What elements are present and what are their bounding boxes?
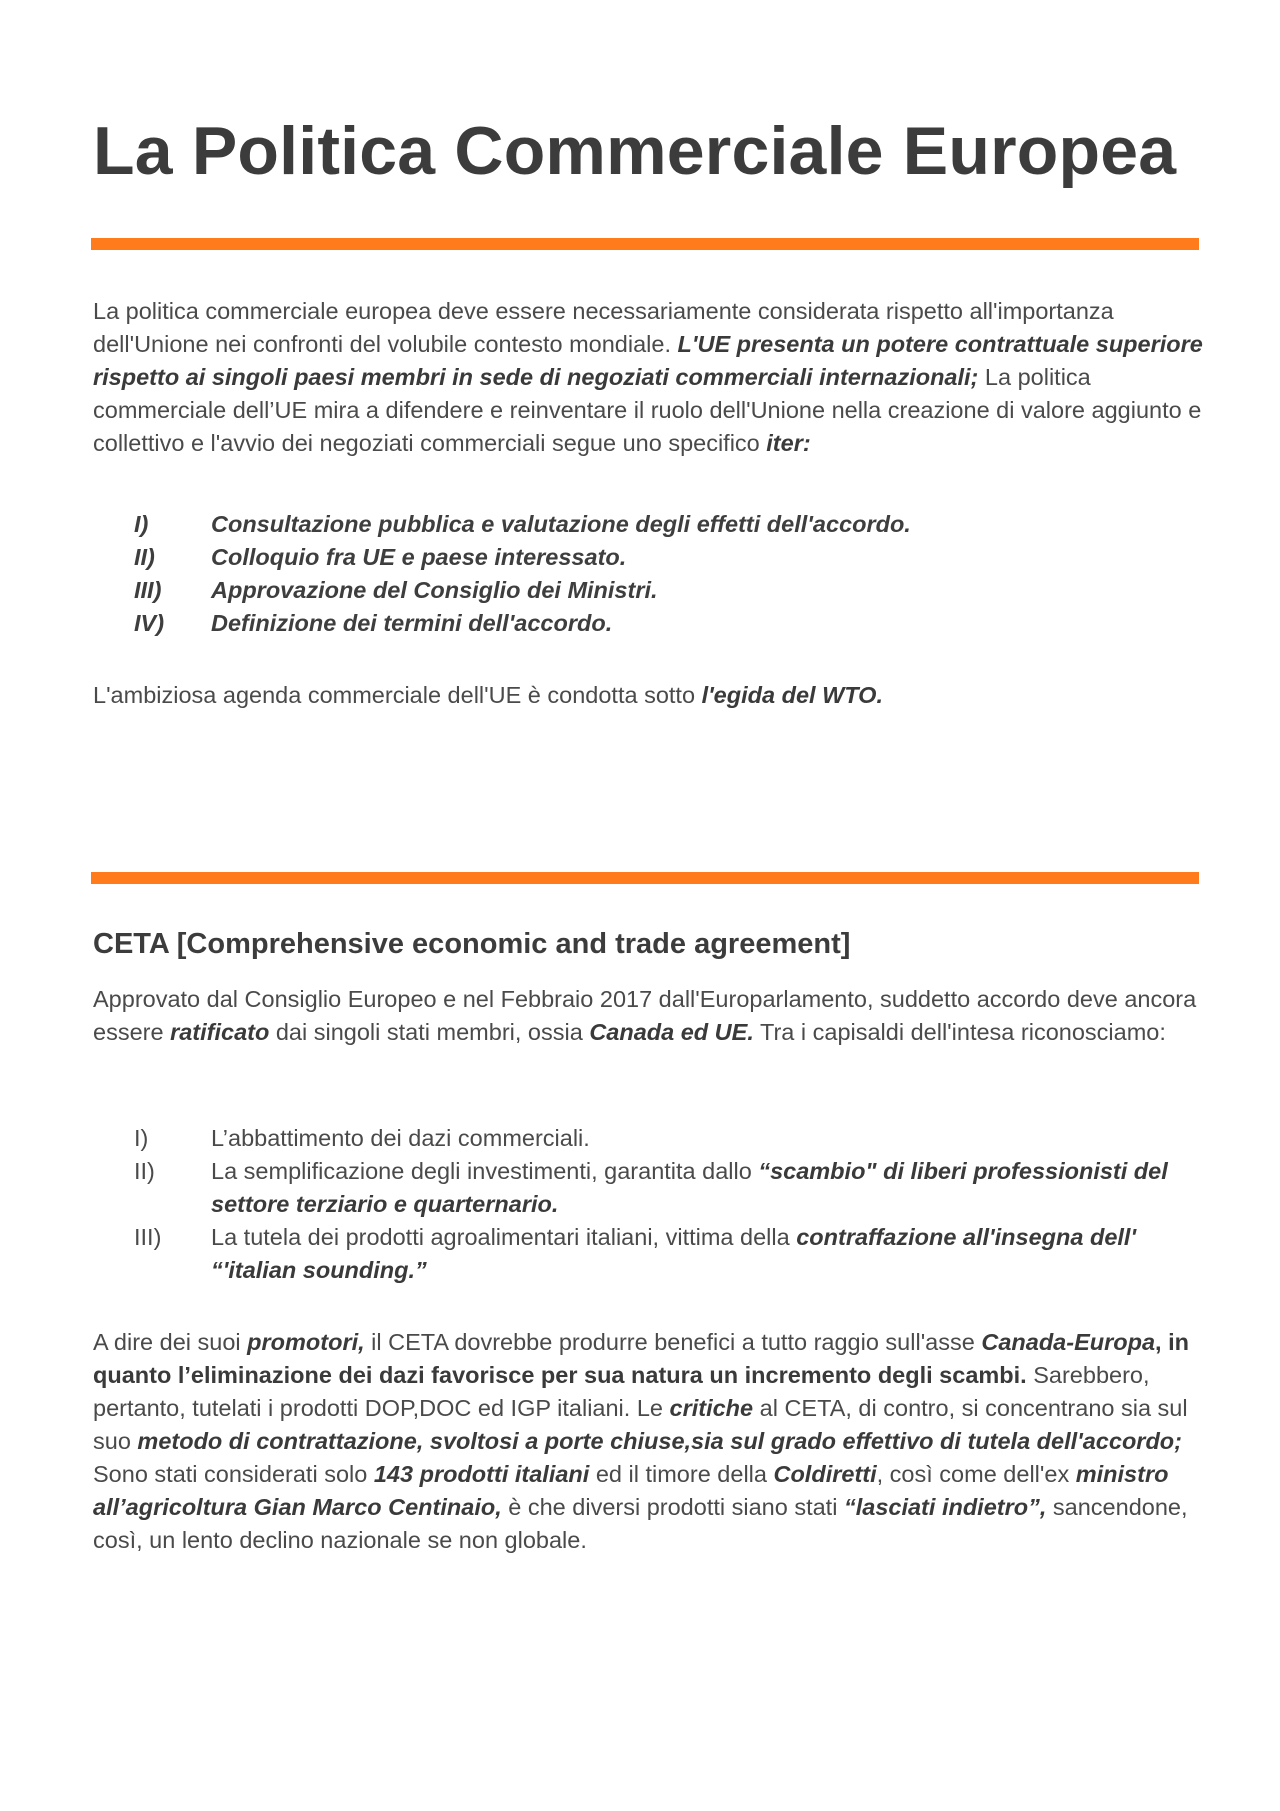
list-number: I)	[134, 1125, 149, 1151]
list-number: II)	[134, 1158, 155, 1184]
analysis-text: è che diversi prodotti siano stati	[501, 1494, 844, 1520]
intro-text-2: La politica commerciale dell’UE mira a difendere e reinventare il ruolo dell'Unione nella creazione di valore aggiunto e collettivo e l'avvio dei negoziati commerciali segue uno specifico	[93, 364, 1202, 456]
analysis-emphasis: critiche	[669, 1395, 754, 1421]
agenda-paragraph	[93, 679, 1203, 712]
list-item	[93, 508, 1203, 541]
procedure-steps-list	[93, 508, 1203, 640]
analysis-text: il CETA dovrebbe produrre benefici a tutto raggio sull'asse	[364, 1329, 982, 1355]
list-item-emphasis: contraffazione all'insegna dell' “'italian sounding.”	[211, 1224, 1137, 1283]
list-item	[93, 1155, 1203, 1221]
list-item	[93, 607, 1203, 640]
analysis-emphasis: metodo di contrattazione, svoltosi a porte chiuse,sia sul grado effettivo di tutela dell'accordo;	[137, 1428, 1182, 1454]
analysis-text: al CETA, di contro, si concentrano sia sul suo	[93, 1395, 1188, 1454]
list-item	[93, 1221, 1203, 1287]
list-item-text: Consultazione pubblica e valutazione degli effetti dell'accordo.	[211, 511, 911, 537]
ceta-heading: CETA [Comprehensive economic and trade agreement]	[93, 928, 851, 960]
list-item	[93, 574, 1203, 607]
analysis-text: sancendone, così, un lento declino nazionale se non globale.	[93, 1494, 1188, 1553]
analysis-text: A dire dei suoi	[93, 1329, 248, 1355]
list-item	[93, 541, 1203, 574]
analysis-emphasis: Coldiretti	[773, 1461, 877, 1487]
ceta-text: Tra i capisaldi dell'intesa riconosciamo:	[753, 1019, 1166, 1045]
list-number: III)	[134, 1224, 162, 1250]
list-item-text: Definizione dei termini dell'accordo.	[211, 610, 613, 636]
analysis-text: Sono stati considerati solo	[93, 1461, 374, 1487]
intro-text-1: La politica commerciale europea deve essere necessariamente considerata rispetto all'importanza dell'Unione nei confronti del volubile contesto mondiale.	[93, 298, 1114, 357]
analysis-text: ed il timore della	[589, 1461, 774, 1487]
ceta-text: dai singoli stati membri, ossia	[269, 1019, 590, 1045]
analysis-emphasis: Canada-Europa	[981, 1329, 1156, 1355]
ceta-intro-paragraph	[93, 983, 1203, 1049]
list-item-text: Approvazione del Consiglio dei Ministri.	[211, 577, 658, 603]
ceta-emphasis: Canada ed UE.	[589, 1019, 754, 1045]
orange-divider-middle	[91, 872, 1199, 884]
list-number: III)	[134, 577, 162, 603]
analysis-emphasis: promotori,	[247, 1329, 365, 1355]
list-number: I)	[134, 511, 149, 537]
ceta-analysis-paragraph	[93, 1326, 1203, 1557]
analysis-text: , così come dell'ex	[876, 1461, 1076, 1487]
intro-paragraph	[93, 295, 1203, 460]
analysis-emphasis: “lasciati indietro”,	[843, 1494, 1047, 1520]
list-item	[93, 1122, 1203, 1155]
orange-divider-top	[91, 238, 1199, 250]
analysis-bold: , in quanto l’eliminazione dei dazi favorisce per sua natura un incremento degli scambi.	[93, 1329, 1189, 1388]
analysis-text: Sarebbero, pertanto, tutelati i prodotti DOP,DOC ed IGP italiani. Le	[93, 1362, 1150, 1421]
list-number: IV)	[134, 610, 165, 636]
ceta-emphasis: ratificato	[170, 1019, 270, 1045]
agenda-emphasis: l'egida del WTO.	[701, 682, 883, 708]
page-title: La Politica Commerciale Europea	[93, 113, 1177, 189]
list-item-text: L’abbattimento dei dazi commerciali.	[211, 1125, 590, 1151]
intro-iter: iter:	[766, 430, 811, 456]
list-item-text: La semplificazione degli investimenti, garantita dallo	[211, 1158, 759, 1184]
intro-emphasis: L'UE presenta un potere contrattuale superiore rispetto ai singoli paesi membri in sede di negoziati commerciali internazionali;	[93, 331, 1203, 390]
analysis-emphasis: ministro all’agricoltura Gian Marco Centinaio,	[93, 1461, 1169, 1520]
analysis-emphasis: 143 prodotti italiani	[373, 1461, 590, 1487]
list-number: II)	[134, 544, 155, 570]
list-item-text: La tutela dei prodotti agroalimentari italiani, vittima della	[211, 1224, 797, 1250]
list-item-text: Colloquio fra UE e paese interessato.	[211, 544, 627, 570]
agenda-text: L'ambiziosa agenda commerciale dell'UE è condotta sotto	[93, 682, 702, 708]
ceta-text: Approvato dal Consiglio Europeo e nel Febbraio 2017 dall'Europarlamento, suddetto accordo deve ancora essere	[93, 986, 1197, 1045]
list-item-emphasis: “scambio" di liberi professionisti del settore terziario e quarternario.	[211, 1158, 1168, 1217]
ceta-points-list	[93, 1122, 1203, 1287]
